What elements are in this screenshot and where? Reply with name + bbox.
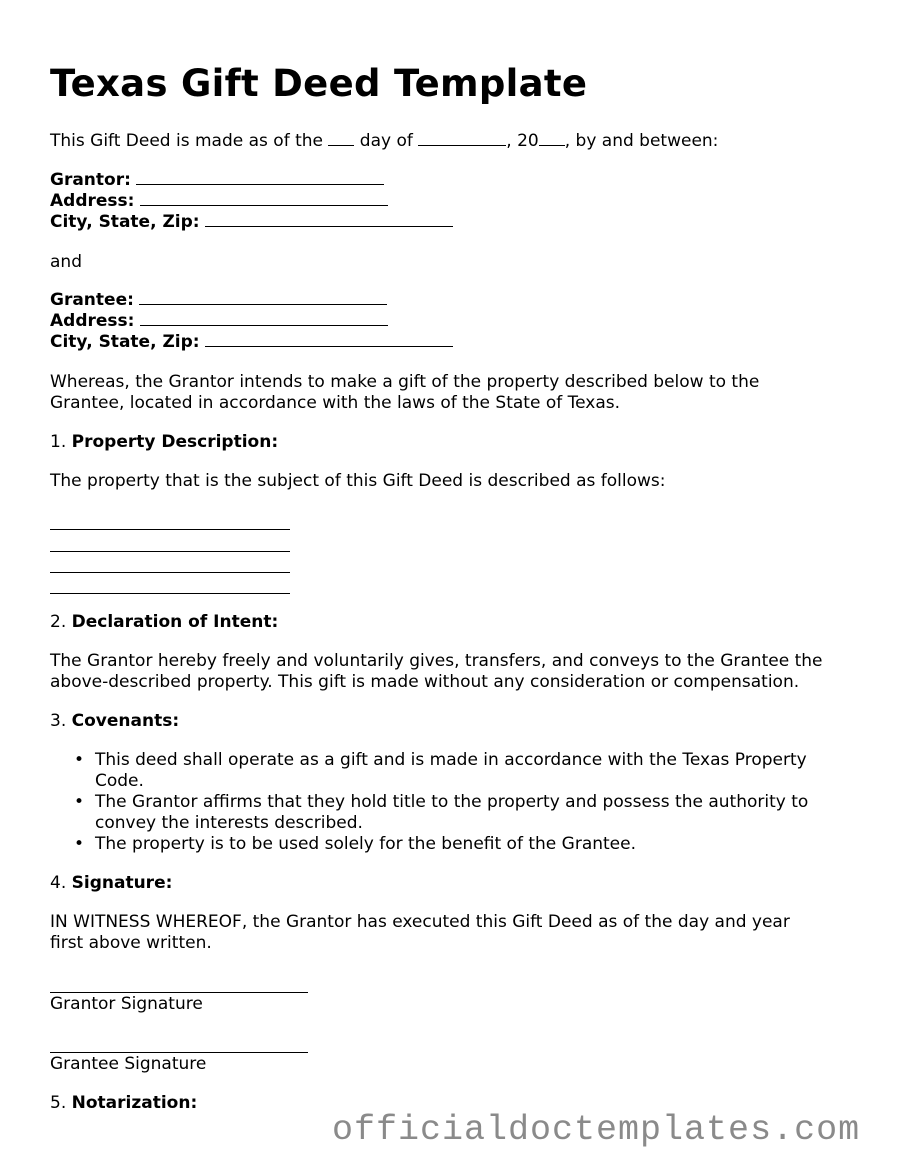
property-line-4[interactable] — [50, 593, 290, 594]
month-blank[interactable] — [418, 131, 506, 146]
covenant-item-3: The property is to be used solely for the benefit of the Grantee. — [95, 834, 636, 854]
year-blank[interactable] — [539, 131, 565, 146]
grantor-signature-label: Grantor Signature — [50, 994, 203, 1014]
section-heading-notarization: 5. Notarization: — [50, 1093, 198, 1113]
grantor-city-field[interactable] — [205, 212, 453, 227]
section-heading-signature: 4. Signature: — [50, 873, 173, 893]
grantor-city-row: City, State, Zip: — [50, 212, 453, 233]
section-heading-declaration: 2. Declaration of Intent: — [50, 612, 279, 632]
grantee-address-row: Address: — [50, 311, 388, 332]
declaration-line-2: above-described property. This gift is made without any consideration or compensation. — [50, 672, 800, 692]
intro-line: This Gift Deed is made as of the day of , 20 , by and between: — [50, 131, 719, 151]
witness-line-2: first above written. — [50, 933, 212, 953]
grantee-signature-label: Grantee Signature — [50, 1054, 207, 1074]
grantor-address-field[interactable] — [140, 191, 388, 206]
witness-line-1: IN WITNESS WHEREOF, the Grantor has executed this Gift Deed as of the day and year — [50, 912, 790, 932]
grantor-address-row: Address: — [50, 191, 388, 212]
section-heading-property: 1. Property Description: — [50, 432, 279, 452]
bullet-icon: • — [74, 834, 85, 854]
property-intro: The property that is the subject of this Gift Deed is described as follows: — [50, 471, 666, 491]
covenant-item-1-line-1: This deed shall operate as a gift and is made in accordance with the Texas Property — [95, 750, 807, 770]
grantor-signature-line[interactable] — [50, 992, 308, 993]
day-blank[interactable] — [328, 131, 354, 146]
grantee-name-row: Grantee: — [50, 290, 387, 311]
and-text: and — [50, 252, 82, 272]
grantee-city-row: City, State, Zip: — [50, 332, 453, 353]
grantee-signature-line[interactable] — [50, 1052, 308, 1053]
grantee-address-field[interactable] — [140, 311, 388, 326]
grantor-name-field[interactable] — [136, 170, 384, 185]
covenant-item-2-line-1: The Grantor affirms that they hold title to the property and possess the authority to — [95, 792, 809, 812]
property-line-2[interactable] — [50, 551, 290, 552]
property-line-1[interactable] — [50, 529, 290, 530]
covenant-item-1-line-2: Code. — [95, 771, 144, 791]
grantee-name-field[interactable] — [139, 290, 387, 305]
bullet-icon: • — [74, 792, 85, 812]
whereas-line-2: Grantee, located in accordance with the laws of the State of Texas. — [50, 393, 621, 413]
covenant-item-2-line-2: convey the interests described. — [95, 813, 363, 833]
property-line-3[interactable] — [50, 572, 290, 573]
grantee-city-field[interactable] — [205, 332, 453, 347]
whereas-line-1: Whereas, the Grantor intends to make a gift of the property described below to the — [50, 372, 760, 392]
watermark: officialdoctemplates.com — [332, 1110, 861, 1150]
document-title: Texas Gift Deed Template — [50, 62, 588, 105]
bullet-icon: • — [74, 750, 85, 770]
declaration-line-1: The Grantor hereby freely and voluntarily gives, transfers, and conveys to the Grantee the — [50, 651, 823, 671]
grantor-name-row: Grantor: — [50, 170, 384, 191]
section-heading-covenants: 3. Covenants: — [50, 711, 180, 731]
